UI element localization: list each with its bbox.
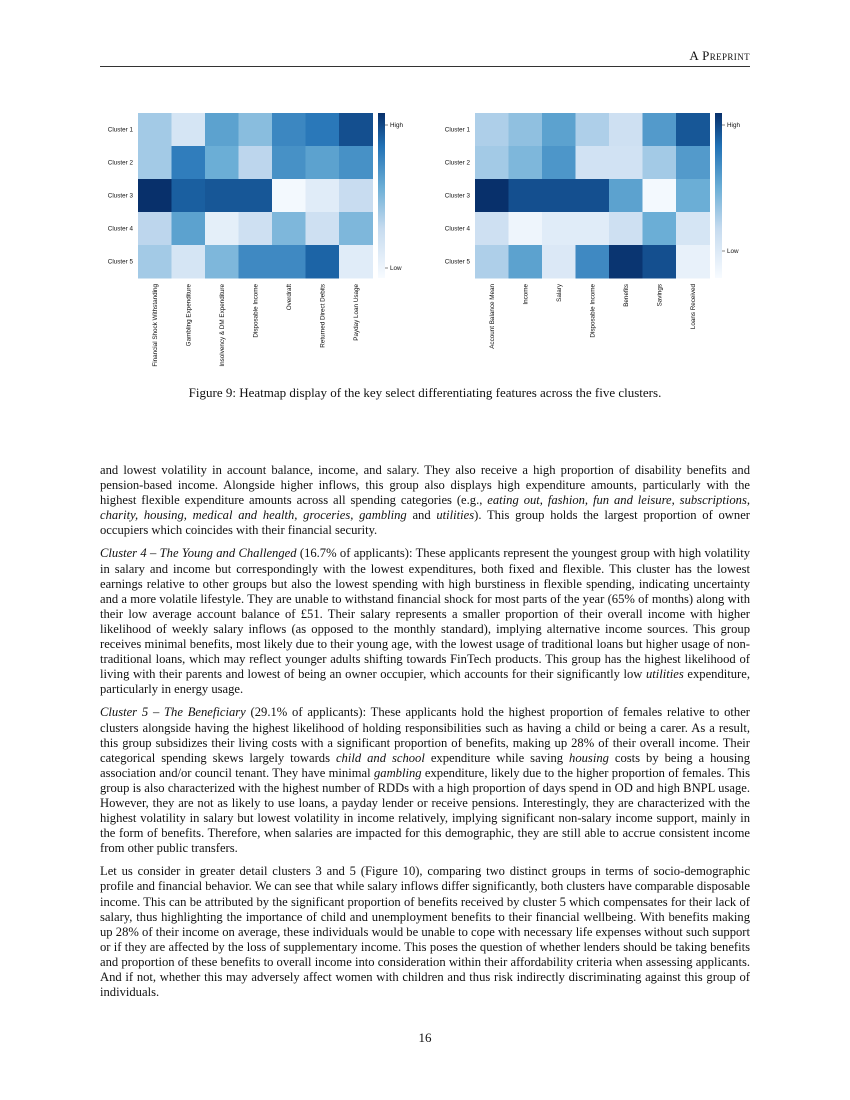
heatmap-2-cell	[475, 146, 509, 180]
row-label-1-1: Cluster 1	[107, 126, 133, 134]
heatmap-1-cell	[205, 245, 239, 279]
row-label-2-5: Cluster 5	[444, 258, 470, 266]
heatmap-2-cell	[676, 179, 710, 213]
heatmap-1-cell	[172, 179, 206, 213]
heatmap-1-cell	[205, 113, 239, 147]
paragraph-cluster-5: Cluster 5 – The Beneficiary (29.1% of applicants): These applicants hold the highest proportion of females relative to other clusters alongside having the highest likelihood of holding responsibilities such as having a child or being a carer. As a result, this group subsidizes their living costs with a significant proportion of benefits, making up 28% of their overall income. Their categorical spending skews largely towards child and school expenditure while saving housing costs by being a housing association and/or council tenant. They have minimal gambling expenditure, likely due to the higher proportion of females. This group is also characterized with the highest number of RDDs with a high proportion of days spend in OD and high BNPL usage. However, they are not as likely to use loans, a payday lender or receive pensions. Interestingly, they are characterized with the highest volatility in salary but lowest volatility in income relatively, implying significant non-salary income support, mainly in the form of benefits. Therefore, when salaries are impacted for this demographic, they are still able to accrue consistent income from other public transfers.	[100, 705, 751, 856]
paragraph-clusters-3-5-comparison: Let us consider in greater detail clusters 3 and 5 (Figure 10), comparing two distinct groups in terms of socio-demographic profile and financial behavior. We can see that while salary inflows differ significantly, both clusters have comparable disposable income. This can be attributed by the significant proportion of benefits received by cluster 5 which compensates for their lack of salary, thus highlighting the importance of child and unemployment benefits to their financial wellbeing. With benefits making up 28% of their income on average, these individuals would be unable to cope with necessary life expenses without such support or if they are affected by the loss of supplementary income. This poses the question of whether lenders should be taking benefits and proportion of these benefits to overall income into consideration within their affordability criteria when assessing applicants. And if not, whether this may adversely affect women with children and thus risk indirectly discriminating against this group of individuals.	[100, 864, 750, 1000]
heatmap-2-cell	[643, 179, 677, 213]
heatmap-2-cell	[475, 245, 509, 279]
heatmap-1-cell	[272, 113, 306, 147]
column-label-1-4: Disposable Income	[252, 284, 260, 338]
row-label-1-5: Cluster 5	[107, 258, 133, 266]
colorbar-1	[378, 113, 385, 278]
running-header: A Preprint	[689, 48, 750, 63]
heatmap-2-cell	[609, 179, 643, 213]
heatmap-2-cell	[676, 146, 710, 180]
heatmap-2-cell	[475, 179, 509, 213]
heatmap-2-cell	[609, 212, 643, 246]
column-label-2-4: Disposable Income	[589, 284, 597, 338]
heatmap-2-cell	[643, 245, 677, 279]
row-label-1-4: Cluster 4	[107, 225, 133, 233]
heatmap-2-cell	[509, 113, 543, 147]
heatmap-1-cell	[239, 212, 273, 246]
row-label-2-4: Cluster 4	[444, 225, 470, 233]
paragraph-cluster-3-cont: and lowest volatility in account balance, income, and salary. They also receive a high proportion of disability benefits and pension-based income. Alongside higher inflows, this group also displays high expenditure amounts, particularly with the highest flexible expenditure amounts across all spending categories (e.g., eating out, fashion, fun and leisure, subscriptions, charity, housing, medical and health, groceries, gambling and utilities). This group holds the largest proportion of owner occupiers which coincides with their financial security.	[100, 463, 750, 538]
heatmap-2-cell	[475, 212, 509, 246]
heatmap-1-cell	[138, 212, 172, 246]
heatmap-2-cell	[509, 146, 543, 180]
heatmap-2-cell	[643, 113, 677, 147]
column-label-2-2: Income	[522, 284, 530, 305]
heatmap-2-cell	[609, 245, 643, 279]
heatmap-1-cell	[172, 212, 206, 246]
heatmap-1-cell	[205, 146, 239, 180]
heatmap-1-cell	[138, 113, 172, 147]
column-label-2-3: Salary	[555, 284, 563, 302]
heatmap-2-cell	[643, 212, 677, 246]
heatmap-1-cell	[272, 179, 306, 213]
heatmap-1-cell	[339, 212, 373, 246]
heatmap-2-cell	[676, 113, 710, 147]
column-label-1-1: Financial Shock Withstanding	[151, 284, 159, 367]
heatmap-1-cell	[306, 245, 340, 279]
heatmap-1-cell	[306, 146, 340, 180]
heatmap-2-cell	[509, 212, 543, 246]
colorbar-low-label: Low	[390, 265, 402, 272]
heatmap-2-cell	[542, 179, 576, 213]
colorbar-high-label: High	[390, 122, 403, 129]
heatmap-1-cell	[306, 179, 340, 213]
figure-caption: Figure 9: Heatmap display of the key select differentiating features across the five clusters.	[188, 385, 662, 400]
page-number: 16	[418, 1030, 432, 1045]
heatmap-2-cell	[643, 146, 677, 180]
heatmap-2-cell	[609, 146, 643, 180]
heatmap-2-cell	[509, 179, 543, 213]
heatmap-1-cell	[172, 113, 206, 147]
column-label-1-7: Payday Loan Usage	[352, 284, 360, 341]
figure-9	[100, 100, 750, 400]
heatmap-1-cell	[172, 146, 206, 180]
heatmap-2-cell	[509, 245, 543, 279]
column-label-2-1: Account Balance Mean	[488, 284, 496, 349]
column-label-2-5: Benefits	[622, 284, 630, 307]
heatmap-1-cell	[306, 113, 340, 147]
column-label-2-7: Loans Received	[689, 284, 697, 330]
column-label-1-6: Returned Direct Debits	[319, 284, 327, 348]
heatmap-1-cell	[138, 245, 172, 279]
heatmap-1-cell	[239, 245, 273, 279]
heatmap-2-cell	[542, 113, 576, 147]
heatmap-1-cell	[172, 245, 206, 279]
heatmap-1-cell	[339, 179, 373, 213]
heatmap-2-cell	[576, 212, 610, 246]
column-label-1-3: Insolvency & DM Expenditure	[218, 284, 226, 367]
heatmap-2-cell	[576, 179, 610, 213]
body-text	[100, 463, 750, 1008]
heatmap-1-cell	[239, 179, 273, 213]
heatmap-1-cell	[205, 212, 239, 246]
column-label-1-5: Overdraft	[285, 284, 293, 311]
heatmap-1-cell	[339, 113, 373, 147]
colorbar-high-label: High	[727, 122, 740, 129]
heatmap-1-cell	[339, 245, 373, 279]
heatmap-1-cell	[272, 146, 306, 180]
heatmap-1-cell	[272, 212, 306, 246]
heatmap-2-cell	[676, 212, 710, 246]
heatmap-2-cell	[609, 113, 643, 147]
heatmap-2-cell	[576, 113, 610, 147]
row-label-1-2: Cluster 2	[107, 159, 133, 167]
heatmap-1-cell	[138, 179, 172, 213]
page-header	[100, 48, 750, 67]
column-label-1-2: Gambling Expenditure	[185, 284, 193, 347]
row-label-2-1: Cluster 1	[444, 126, 470, 134]
heatmap-2-cell	[576, 146, 610, 180]
heatmap-1-cell	[205, 179, 239, 213]
column-label-2-6: Savings	[656, 284, 664, 307]
row-label-2-2: Cluster 2	[444, 159, 470, 167]
heatmap-1-cell	[239, 113, 273, 147]
heatmap-2-cell	[676, 245, 710, 279]
heatmap-2-cell	[576, 245, 610, 279]
heatmap-figure	[100, 100, 750, 370]
heatmap-2-cell	[542, 212, 576, 246]
heatmap-1-cell	[138, 146, 172, 180]
heatmap-1-cell	[306, 212, 340, 246]
row-label-1-3: Cluster 3	[107, 192, 133, 200]
heatmap-2-cell	[542, 146, 576, 180]
paragraph-cluster-4: Cluster 4 – The Young and Challenged (16.7% of applicants): These applicants represent the youngest group with high volatility in salary and income but correspondingly with the lowest expenditures, both fixed and flexible. This cluster has the lowest earnings relative to other groups but also the lowest spending with high burstiness in flexible spending, indicating uncertainty and a more volatile lifestyle. They are unable to withstand financial shock for most parts of the year (65% of months) along with their low average account balance of £51. Their salary represents a smaller proportion of their overall income with higher likelihood of weekly salary inflows (as opposed to the monthly standard), implying alternative income sources. This group receives minimal benefits, most likely due to their young age, with the lowest usage of traditional loans but higher usage of non-traditional loans, which may reflect younger adults shifting towards FinTech products. This group has the highest likelihood of living with their parents and lowest of being an owner occupier, which accounts for their significantly low utilities expenditure, particularly in energy usage.	[100, 546, 751, 697]
heatmap-1-cell	[339, 146, 373, 180]
colorbar-2	[715, 113, 722, 278]
heatmap-2-cell	[475, 113, 509, 147]
row-label-2-3: Cluster 3	[444, 192, 470, 200]
colorbar-low-label: Low	[727, 248, 739, 255]
heatmap-1-cell	[239, 146, 273, 180]
heatmap-1-cell	[272, 245, 306, 279]
heatmap-2-cell	[542, 245, 576, 279]
